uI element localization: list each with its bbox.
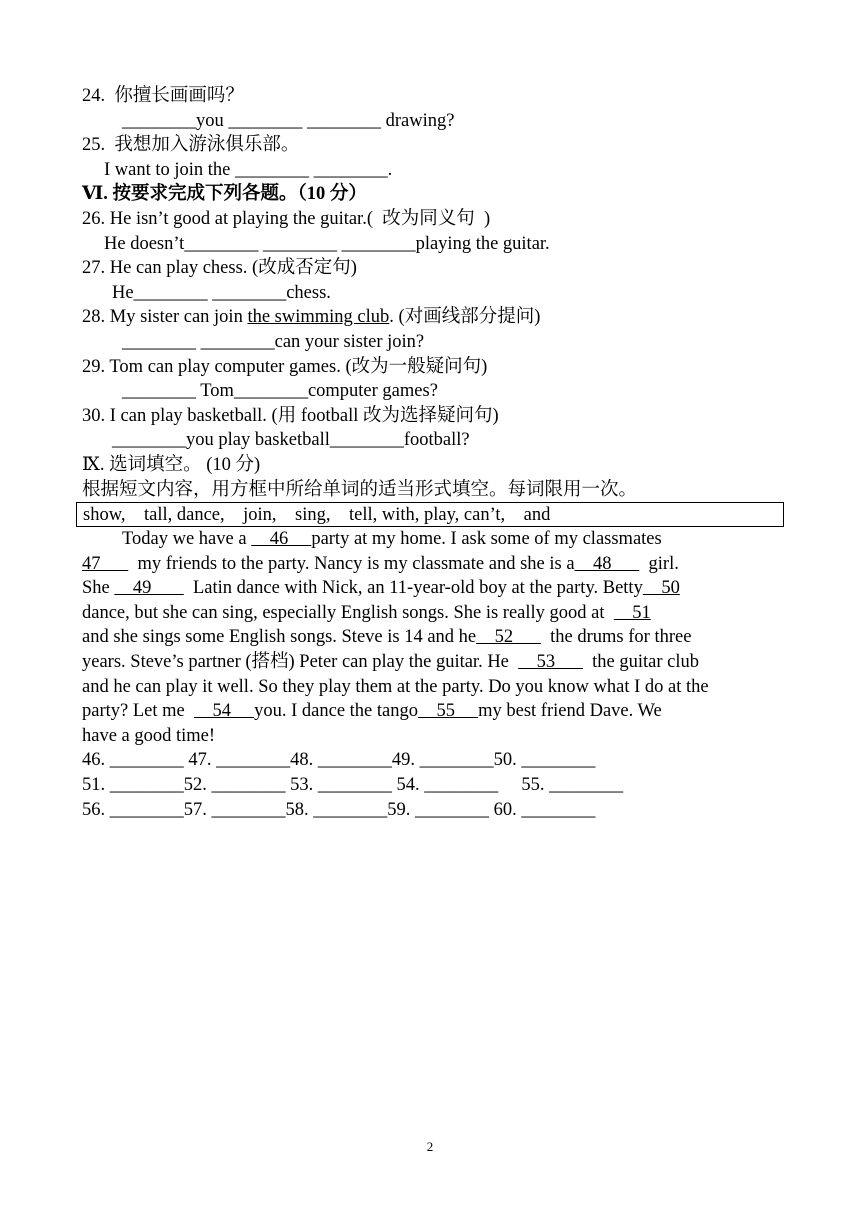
- blank-50: 50: [642, 578, 680, 599]
- passage-text: dance, but she can sing, especially English songs. She is really good at: [82, 602, 614, 623]
- passage-line: and he can play it well. So they play them at the party. Do you know what I do at the: [82, 676, 709, 697]
- question-25-answer: I want to join the ________ ________.: [104, 159, 393, 180]
- answer-row-3: 56. ________57. ________58. ________59. ________ 60. ________: [82, 799, 596, 820]
- passage-line: [82, 601, 778, 626]
- blank-47: 47: [82, 553, 129, 574]
- passage-line: [82, 625, 778, 650]
- passage-text: you. I dance the tango: [254, 701, 418, 722]
- section-6-title: Ⅵ. 按要求完成下列各题。（10 分）: [82, 184, 367, 205]
- passage-text: party at my home. I ask some of my classmates: [311, 529, 662, 550]
- passage-text: girl.: [639, 553, 679, 574]
- passage-line: have a good time!: [82, 725, 216, 746]
- blank-51: 51: [613, 602, 651, 623]
- question-28-prompt: [82, 305, 782, 330]
- passage-line: [82, 552, 778, 577]
- question-30-prompt: 30. I can play basketball. (用 football 改为选择疑问句): [82, 405, 499, 426]
- page-content: [82, 84, 782, 822]
- page-number: 2: [426, 1139, 434, 1154]
- question-29-prompt: 29. Tom can play computer games. (改为一般疑问句): [82, 356, 488, 377]
- passage-text: the drums for three: [540, 627, 692, 648]
- passage-line: [82, 650, 778, 675]
- blank-52: 52: [476, 627, 541, 648]
- word-box: show, tall, dance, join, sing, tell, with, play, can’t, and: [76, 502, 784, 527]
- passage-text: my best friend Dave. We: [478, 701, 662, 722]
- cloze-passage: [82, 527, 778, 748]
- blank-55: 55: [417, 701, 479, 722]
- answer-row-2: 51. ________52. ________ 53. ________ 54. ________ 55. ________: [82, 775, 624, 796]
- blank-54: 54: [193, 701, 255, 722]
- passage-text: Today we have a: [122, 529, 252, 550]
- section-9-instruction: 根据短文内容，用方框中所给单词的适当形式填空。每词限用一次。: [82, 479, 638, 500]
- passage-text: years. Steve’s partner (搭档) Peter can play the guitar. He: [82, 652, 519, 673]
- answer-row-1: 46. ________ 47. ________48. ________49. ________50. ________: [82, 750, 596, 771]
- question-27-prompt: 27. He can play chess. (改成否定句): [82, 258, 357, 279]
- passage-line: [82, 576, 778, 601]
- blank-53: 53: [518, 652, 583, 673]
- question-28-underlined-phrase: the swimming club: [247, 307, 390, 328]
- question-27-answer: He________ ________chess.: [112, 282, 331, 303]
- blank-48: 48: [574, 553, 640, 574]
- question-28-prompt-after: . (对画线部分提问): [389, 307, 541, 328]
- question-24-answer: ________you ________ ________ drawing?: [122, 110, 455, 131]
- passage-text: party? Let me: [82, 701, 194, 722]
- blank-46: 46: [251, 529, 312, 550]
- question-28-prompt-before: 28. My sister can join: [82, 307, 248, 328]
- passage-text: Latin dance with Nick, an 11-year-old boy at the party. Betty: [183, 578, 643, 599]
- question-28-answer: ________ ________can your sister join?: [122, 331, 425, 352]
- section-9-title: Ⅸ. 选词填空。 (10 分): [82, 454, 261, 475]
- passage-line: [82, 527, 778, 552]
- passage-line: [82, 699, 778, 724]
- question-26-prompt: 26. He isn’t good at playing the guitar.( 改为同义句 ): [82, 208, 491, 229]
- question-26-answer: He doesn’t________ ________ ________playing the guitar.: [104, 233, 550, 254]
- passage-text: my friends to the party. Nancy is my classmate and she is a: [128, 553, 575, 574]
- passage-text: She: [82, 578, 115, 599]
- question-25-prompt: 25. 我想加入游泳俱乐部。: [82, 135, 300, 156]
- passage-text: the guitar club: [582, 652, 700, 673]
- blank-49: 49: [114, 578, 184, 599]
- question-24-prompt: 24. 你擅长画画吗？: [82, 86, 244, 106]
- question-29-answer: ________ Tom________computer games?: [122, 381, 438, 402]
- passage-text: and she sings some English songs. Steve is 14 and he: [82, 627, 477, 648]
- question-30-answer: ________you play basketball________football?: [112, 430, 470, 451]
